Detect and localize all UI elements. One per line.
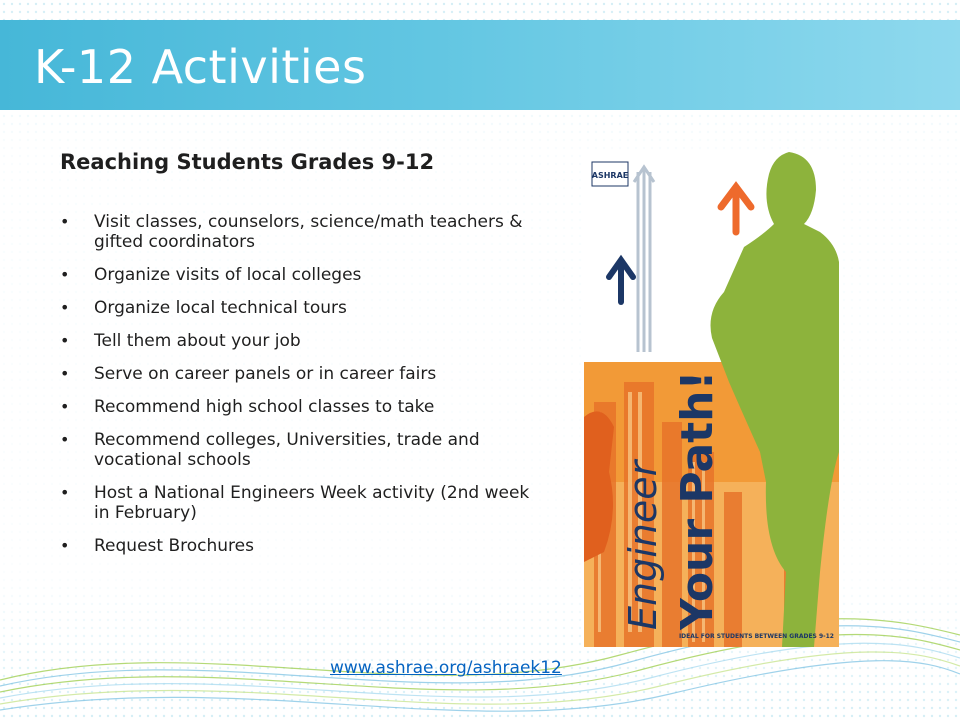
bullet-item	[60, 265, 550, 285]
bullet-icon: •	[60, 298, 70, 317]
bullet-icon: •	[60, 331, 70, 350]
bullet-text: Organize local technical tours	[94, 298, 347, 318]
bullet-item	[60, 536, 550, 556]
slide-title: K-12 Activities	[34, 40, 367, 94]
bullet-text: Tell them about your job	[94, 331, 301, 351]
poster-footer-text: IDEAL FOR STUDENTS BETWEEN GRADES 9-12	[678, 633, 834, 640]
bullet-item	[60, 483, 550, 523]
grey-arrow-graphic	[634, 167, 654, 352]
bullet-icon: •	[60, 483, 70, 502]
poster-word-engineer: Engineer	[621, 460, 665, 630]
bullet-item	[60, 364, 550, 384]
bullet-item	[60, 298, 550, 318]
bullet-icon: •	[60, 364, 70, 383]
bullet-text: Host a National Engineers Week activity (2nd week in February)	[94, 483, 530, 523]
bullet-icon: •	[60, 265, 70, 284]
bullet-item	[60, 331, 550, 351]
bullet-text: Visit classes, counselors, science/math teachers & gifted coordinators	[94, 212, 523, 252]
bullet-text: Request Brochures	[94, 536, 254, 556]
bullet-text: Organize visits of local colleges	[94, 265, 362, 285]
bullet-list	[60, 212, 550, 569]
brochure-image[interactable]	[584, 152, 839, 647]
bullet-icon: •	[60, 212, 70, 231]
bullet-icon: •	[60, 397, 70, 416]
bullet-item	[60, 397, 550, 417]
ashrae-logo: ASHRAE	[591, 171, 629, 180]
bullet-icon: •	[60, 430, 70, 449]
bullet-text: Serve on career panels or in career fairs	[94, 364, 437, 384]
bullet-text: Recommend colleges, Universities, trade and vocational schools	[94, 430, 480, 470]
bullet-item	[60, 212, 550, 252]
bullet-text: Recommend high school classes to take	[94, 397, 435, 417]
poster-word-your-path: Your Path!	[672, 370, 723, 630]
bullet-icon: •	[60, 536, 70, 555]
bullet-item	[60, 430, 550, 470]
slide-subtitle: Reaching Students Grades 9-12	[60, 150, 435, 174]
ashrae-k12-link[interactable]: www.ashrae.org/ashraek12	[330, 658, 562, 678]
